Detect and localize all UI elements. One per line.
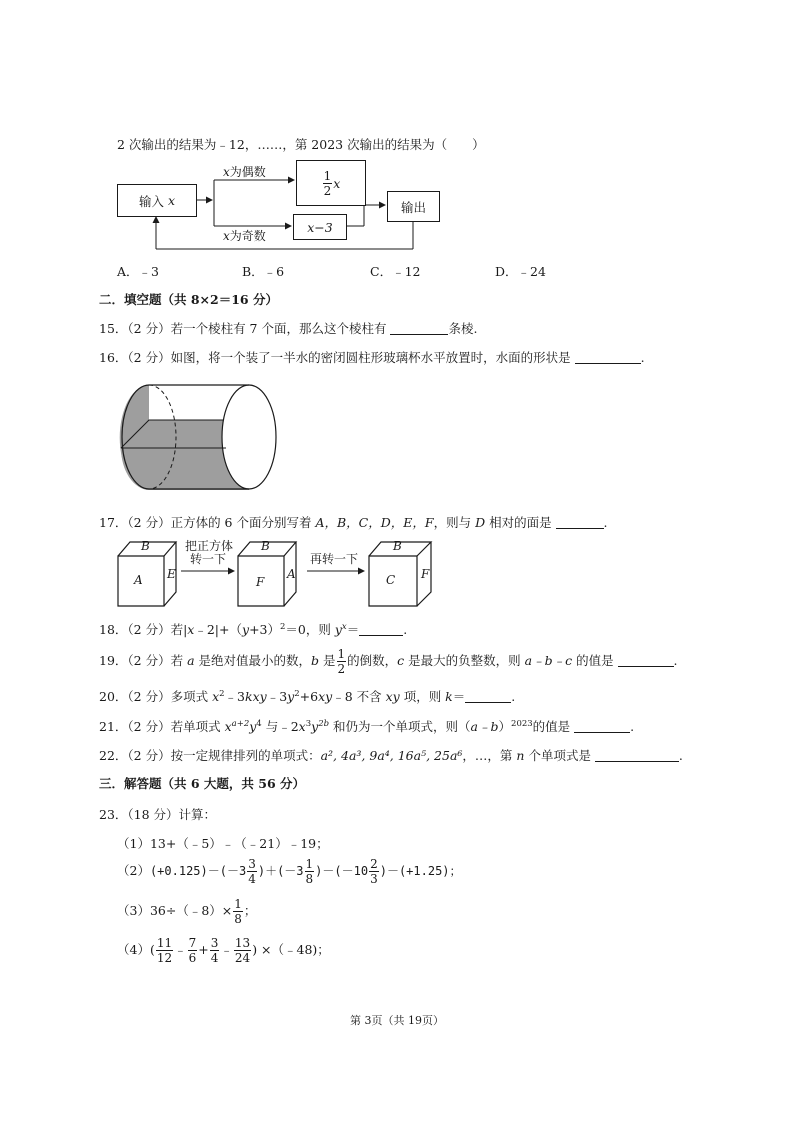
even-condition: x为偶数: [223, 165, 266, 179]
q23-part1: （1）13+（﹣5）﹣（﹣21）﹣19；: [117, 836, 329, 851]
input-box: [117, 184, 197, 217]
minus-three-box: x−3: [293, 214, 347, 240]
q19-answer-blank[interactable]: [618, 654, 674, 667]
input-var: x: [167, 193, 176, 208]
q15-answer-blank[interactable]: [390, 322, 448, 335]
odd-condition: x为奇数: [223, 229, 266, 243]
q14-continuation: 2 次输出的结果为﹣12，……，第 2023 次输出的结果为（ ）: [117, 137, 485, 152]
cube3-top-label: B: [393, 539, 402, 553]
section2-title: 二．填空题（共 8×2＝16 分）: [99, 292, 278, 307]
cube-arrow1-line1: 把正方体: [185, 539, 234, 553]
cube3-side-label: F: [421, 567, 430, 581]
cube2-side-label: A: [287, 567, 296, 581]
q20: 20．（2 分）多项式 $x^2﹣3kxy﹣3y^2+6xy﹣8$ 不含 xy 项，则 k＝ .: [99, 689, 516, 704]
q22-terms: a², 4a³, 9a⁴, 16a⁵, 25a⁶: [320, 748, 463, 763]
cube1-front-label: A: [134, 573, 143, 587]
cube2-top-label: B: [261, 539, 270, 553]
q22-answer-blank[interactable]: [595, 749, 679, 762]
q21: 21．（2 分）若单项式 $x^{a+2}y^4$ 与$﹣2x^3y^{2b}$ 和仍为一个单项式，则（a﹣b）$^{2023}$的值是 .: [99, 719, 635, 734]
q16: 16．（2 分）如图，将一个装了一半水的密闭圆柱形玻璃杯水平放置时，水面的形状是 .: [99, 350, 645, 365]
q21-answer-blank[interactable]: [574, 720, 630, 733]
q15: 15．（2 分）若一个棱柱有 7 个面，那么这个棱柱有 条棱.: [99, 321, 478, 336]
cube1-top-label: B: [141, 539, 150, 553]
q23-part2: （2）(+0.125)－(－3 $\frac{3}{4}$ )＋(－3 $\frac{1}{8}$ )－(－10 $\frac{2}{3}$ )－(+1.25)；: [117, 857, 462, 886]
option-a[interactable]: A．﹣3: [117, 264, 159, 279]
cube2-front-label: F: [256, 575, 265, 589]
cylinder-figure: [112, 378, 280, 498]
q18-answer-blank[interactable]: [359, 623, 403, 636]
q17: 17．（2 分）正方体的 6 个面分别写着 A，B，C，D，E，F，则与 D 相对的面是 .: [99, 515, 608, 530]
q16-answer-blank[interactable]: [575, 351, 641, 364]
output-box: 输出: [387, 191, 440, 222]
half-x-box: $\frac{1}{2}$ x: [296, 160, 366, 206]
section3-title: 三．解答题（共 6 大题，共 56 分）: [99, 776, 306, 791]
q18: 18．（2 分）若$|x﹣2|+(y+3)^2=0$，则 $y^x=$ .: [99, 622, 408, 637]
q23-part4: （4）( $\frac{11}{12}$ ﹣ $\frac{7}{6}$ + $\frac{3}{4}$ ﹣ $\frac{13}{24}$ ) ×（﹣48)；: [117, 936, 330, 965]
q19: 19．（2 分）若 a 是绝对值最小的数，b 是 $\frac{1}{2}$ 的倒数，c 是最大的负整数，则 a﹣b﹣c 的值是 .: [99, 647, 678, 676]
flowchart-lines: [0, 0, 794, 270]
option-c[interactable]: C．﹣12: [370, 264, 421, 279]
q23-heading: 23．（18 分）计算：: [99, 807, 217, 822]
cube3-front-label: C: [386, 573, 396, 587]
q22: 22．（2 分）按一定规律排列的单项式：a², 4a³, 9a⁴, 16a⁵, 25a⁶，…，第 n 个单项式是 .: [99, 748, 683, 763]
option-b[interactable]: B．﹣6: [242, 264, 285, 279]
page-footer: 第 3页（共 19页）: [350, 1014, 444, 1027]
cube-arrow1-line2: 转一下: [190, 552, 227, 566]
cube1-side-label: E: [167, 567, 176, 581]
q17-answer-blank[interactable]: [556, 516, 604, 529]
q23-part3: （3）36÷（﹣8）× $\frac{1}{8}$ ；: [117, 897, 257, 926]
option-d[interactable]: D．﹣24: [495, 264, 546, 279]
cube-arrow2-label: 再转一下: [310, 552, 359, 566]
q20-answer-blank[interactable]: [465, 690, 511, 703]
input-label: 输入: [138, 193, 164, 209]
